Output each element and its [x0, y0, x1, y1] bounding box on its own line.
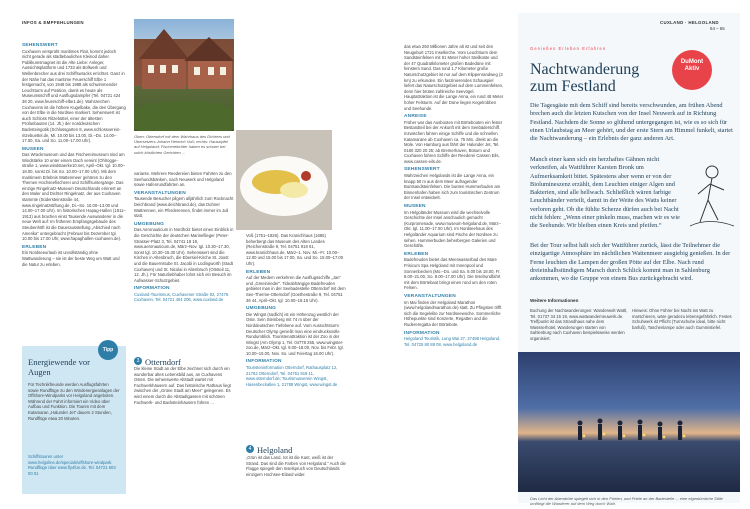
section-heading: ERLEBEN — [22, 244, 47, 250]
section-heading: MUSEEN — [22, 146, 44, 152]
houses-illustration — [134, 19, 234, 131]
section-text: Im Helgoländer Museum wird die wechselvolle Geschichte der Insel anschaulich gemacht (Kurpromenade, www.museum-helgoland.de, März–Okt. tgl. 11.00–17.00 Uhr). Im Nordseehaus des Helgoländer Aquarium sind Fische der Nordsee zu sehen. Hummerbuden beherbergen Galerien und Geschäfte. — [404, 209, 501, 249]
section-text: Touristeninformation Otterndorf, Rathausplatz 12, 21762 Otterndorf, Tel. 04751 919 11, www.otterndorf.de; Tourismusverein Wingst, Hasenbeckallee 1, 21789 Wingst, www.wingst.de — [246, 365, 338, 387]
section-text: Badefreuden bietet das Meerwasserbad des Mare Frisicum Spa Helgoland mit Innenpool und Sonnenbecken (Mo.–Do. und Sa. 8.00 bis 18.00, Fr. 8.00–21.00, So. 8.00–17.00 Uhr). Die Inselrundfahrt mit dem Börtebaot bringt einen rund um den roten Felsen. — [404, 257, 501, 291]
section-heading: UMGEBUNG — [246, 306, 277, 312]
tip-text: Für Technikfreunde werden Ausflugsfahrten sowie Rundflüge zu den Windenergieanlagen der Offshore-Windparks vor Helgoland angeboten. Während der Fahrt informiert ein Video über Aufbau und Funktion. Die Touren mit dem Katamaran „Halunder Jet“ dauern 2 Stunden, Rundflüge etwa 20 Minuten. — [28, 382, 120, 421]
section-text: Die Wingst (südlich) ist ein Höhenzug westlich der Oste. Sein Steinberg mit 74 m über der Norddeutschen Tiefebene auf. Vom Aussichtsturm Deutscher Olymp genießt man eine eindrucksvolle Rundumblick. Touristenattraktion ist der Zoo in der Wingst (Am Olymp 1, Tel. 04778 255, www.wingster-zoo.de, März–Okt. tgl. 9.00–18.00, Nov. bis Febr. tgl. 10.00–16.00, Nov. So. und Feiertag 16.00 Uhr). — [246, 311, 344, 356]
aktiv-paragraph-2: Manch einer kann sich ein herzhaftes Gähnen nicht verkneifen, als Wattführer Karsten Bronk um Aufmerksamkeit bittet. Spätestens aber wenn er von der Biolumineszenz erzählt, dem Leuchten einiger Algen und Bakterien, sind alle hellwach. Schließlich wären farbige Leuchtbänder verteilt, damit in der Weite des Watts keiner verloren geht. Ob die fühlte Scherze dürfen auch bei Nacht nicht fehlen: „Wenn einer pinkeln muss, machen wir es wie die Seehunde. Wir bleiben einen Kreis und pfeifen.“ — [530, 156, 680, 230]
column-1 — [22, 40, 126, 340]
section-text: Ein Nordseeurlaub ist unvollständig ohne Wattwanderung – sie ist der beste Weg um Watt und die Natur zu erleben. — [22, 250, 120, 267]
section-heading: INFORMATION — [246, 359, 282, 365]
section-text: Cuxland-Tourismus, Cuxhavener Straße 92, 27476 Cuxhaven, Tel. 04721 404 206, www.cuxland.de — [134, 291, 229, 303]
page-number: 64 – 65 — [710, 26, 725, 31]
section-text: Wahrzeichen Helgolands ist die Lange Anna, ein knapp 50 m aus dem Meer aufragender Buntsandsteinfelsen. Die bunten Hummerbuden am Binnenhafen haben sich zum touristischen Zentrum der Insel entwickelt. — [404, 173, 501, 201]
section-text: Cuxhaven versprüht maritimes Flair, kommt jedoch nicht gerade als städtebauliches Kleinod daher. Publikumsmagnet ist die Alte Liebe: Anleger, Aussichtsplattform und 1733 als Bollwerk und Wellenbrecher aus drei Schiffswracks errichtet. Ganz in der Nähe hat das maritime Feuerschiff Elbe 1 festgemacht, von 1948 bis 1988 als schwimmender Leuchtturm auf Position, damit es heute als Museumsschiff und Ausflugsdampfer (Tel. 04721 424 38 20, www.feuerschiff-elbe1.de). Wahrzeichen Cuxhavens ist die höhere Kugelbake, die den Übergang von der Elbe in die Nordsee markiert. Sehenswert ist auch Schloss Ritzebüttel, einer der ältesten Profanbauten (14. Jh.) der norddeutschen Backsteingotik (Schlossgarten 8, www.schlossverein-ritzebuettel.de, Mi. 10.00 bis 13.00, Di.–Do. 14.00–17.00, Sa. und So. 11.00–17.00 Uhr). — [22, 48, 126, 144]
section-heading: ERLEBEN — [246, 269, 271, 275]
section-text: Im Mai finden der Helgoland Marathon (www.helgolandmarathon.de) statt. Zu Pfingsten trifft sich die Segelelite zur Nordseewoche. Sommerliche Höhepunkte sind Konzerte, Regatten und die Rudereregatta der Börtebote. — [404, 299, 502, 327]
aktiv-subline: Genießen Erleben Erfahren — [530, 46, 607, 51]
section-text: Helgoland Touristik, Lung Wai 27, 27498 Helgoland, Tel. 04725 80 88 08, www.helgoland.de — [404, 336, 501, 347]
section-text: Voß (1751–1826). Das Kranichhaus (1685) beherbergt das Museum des Alten Landes (Reichenstraße 9, Tel. 04751 919 61, www.kranichhaus.de, März–1. Nov. Mi.–Fr. 10.00–12.00 und 15.00 bis 17.00, Sa. und So. 15.00–17.00 Uhr). — [246, 233, 344, 266]
hikers-silhouette-illustration — [518, 352, 740, 492]
tip-title: Energiewende vor Augen — [28, 357, 90, 377]
section-heading: ERLEBEN — [404, 251, 429, 257]
section-heading: SEHENSWERT — [404, 167, 440, 173]
aktiv-lead: Die Tagesgäste mit dem Schiff sind bereits verschwunden, am frühen Abend brechen auch die letzten Kutschen von der Insel Neuwerk auf in Richtung Festland. Nachdem die Sonne so glühend untergegangen ist, wie es so sich für einen Urlaubstag an Meer gehört, und der erste Stern am Himmel funkelt, startet die Nachtwanderung – ein Erlebnis der ganz anderen Art. — [530, 102, 733, 143]
section-heading: INFORMATION — [134, 286, 170, 292]
section-text: Das Wrackmuseum und das Fischereimuseum sind am Windstärke 10 unter einem Dach vereint (Ohlrogge-straße 1, www.windstaerke10.net, April–Okt. tgl. 10.00–18.00, sonst Di. bis So. 10.00–17.00 Uhr). Mit dem maritimem Erlebnis Wattenmeer gehören zu den Themen Hochseefischerei und Schiffsuntergänge. Das einzige Ringelnatz-Museum Deutschlands erinnert an den Maler und Dichter Ringelnatz, der aus Cuxhaven stammte (Südersteinstraße 44, www.ringelnatzstiftung.de, Di.–So. 10.00–13.00 und 14.00–17.00 Uhr). Im historischen Hapag-Hallen (1911–1913) aus brachen einst Tausende Auswanderer in die neue Welt auf: Im früheren Empfangsgebäude des Steubenhöft ist die Dauerausstellung „Abschied nach Amerika“ untergebracht (Februar bis Dezember tgl. 10.00 bis 17.00 Uhr, www.hapaghallen-cuxhaven.de). — [22, 152, 126, 242]
badge-line-1: DuMont — [680, 59, 704, 65]
section-text: Das Aeronauticum in Nordholz bietet einen Einblick in die Geschichte der deutschen Marineflieger (Peter-Strasser-Platz 3, Tel. 04741 18 19, www.aeronauticum.de, März–Nov. tgl. 10.30–17.30, sonst tgl. 10.30–15.30 Uhr). Sehenswert sind die Kirchen in Altenbruch, die Ebersiel-Kirche St. Joost und die Bauernstube St. Jacobi in Lüdingworth (Stadt Cuxhaven) und St. Nicolai in Altenbruch (Ortsteil 11, 12. Jh.). Für Naturliebhaber lohnt sich ein Besuch im Aufwasser-Schutzgebiet. — [134, 227, 234, 283]
helgoland-text: „Grün ist das Land, rot ist die Kant, weiß ist der Strand. Das sind die Farben von Helgoland.“ Auch die Flagge spiegelt den Inselspruch von Deutschlands einzigem Hochsee-Eiland wider. — [246, 455, 346, 477]
food-photo — [236, 130, 332, 230]
info-heading: Weitere Informationen — [530, 298, 579, 303]
photo-caption: Oben: Otterndorf mit dem Wahrhaus des Dichters und Übersetzers Johann Heinrich Voß; rechts: Hauszipfel auf Helgoland; Fischereibröter haben es schwer bei solch köstlichen Gerichten ... — [134, 134, 230, 155]
tip-info: Schiffstouren unter www.helgoline.de/specials/offshore-windpark. Rundflüge über www.fly4fun.de, Tel. 04721 603 00 01 — [28, 454, 116, 476]
column-2 — [134, 171, 234, 321]
badge-line-2: Aktiv — [684, 66, 700, 72]
section-text: das etwa 250 Millionen Jahre alt ist und seit den Neugeburt 1721 Inselkirche. Vom Leuchtturm dem Sandsteinfelsen mit 61 Meter hoher Steilküste und der 47 Quadratkilometer großen Badedüne mit feinstem Sand. Das rund 1,7 Kilometer große Naturschutzgebiet ist nur auf dem Klippenrandweg (3 km) zu erkunden. Ein faszinierendes Schauspiel liefert das Naturschutzgebiet auf dem Lummenfelsen, denn hier brüten zahlreiche Seevögel. Hauptattraktion ist die Lange Anna, ein rund 48 Meter hoher Felsturm. Auf der Düne liegen Kegelrobben und Seehunde. — [404, 44, 504, 111]
column-3 — [246, 233, 346, 428]
section-text: Tausende Besucher pilgern alljährlich zum Rocknacht Deichbrand (www.deichbrand.de), das Duhner Wattrennen, ein Pferderennen, findet immer im Juli statt. — [134, 196, 234, 219]
section-text: Auf der Medem verkehren die Ausflugsschiffe „Jan“ und „Gmeinrieder“. Tideabhängige Badefreuden gebietet man in der Seebadestelle Otterndorf mit dem See-Therme-Otterndorf (Goethestraße 9, Tel. 04751 36 44, April–Okt. tgl. 10.00–18.15 Uhr). — [246, 275, 346, 303]
right-page-header: CUXLAND · HELGOLAND — [660, 20, 719, 25]
info-right: Hinweis: Ohne Führer bei Nacht ins Watt zu marschieren, wäre geradezu lebensgefährlich. Festes Schuhwerk ist Pflicht (Turnschuhe ideal, bitte nicht barfuß), Taschenlampe oder auch Gummistiefel. — [632, 308, 732, 330]
section-heading: INFORMATION — [404, 330, 440, 336]
section-heading: VERANSTALTUNGEN — [134, 190, 186, 196]
otterndorf-text: Die kleine Stadt an der Elbe zeichnet sich durch ein wunderbar altes Lebensbild aus, an Cuxhavens Osten. Die sehenswerte Altstadt wartet mit Fachwerkhäusern auf. Das historische Rathaus liegt zwischen der „Grüne Stadt am Meer“ gelegenen. Es wird einem durch die Altstadtgassen mit schönen Fachwerk- und Backsteinhäusern führen ... — [134, 366, 231, 405]
column-4 — [404, 44, 504, 500]
section-text: variante. Mehrere Reedereien bieten Fahrten zu den Seehundsbänken, nach Neuwerk und Helgoland sowie Hafenrundfahrten an. — [134, 171, 232, 188]
section-heading: UMGEBUNG — [134, 221, 165, 227]
otterndorf-photo — [134, 19, 234, 131]
tip-badge: Tipp — [98, 340, 118, 360]
section-heading: VERANSTALTUNGEN — [404, 293, 456, 299]
watt-night-photo — [518, 352, 740, 492]
food-illustration — [236, 130, 332, 230]
section-number: 4 — [246, 445, 254, 453]
left-page-header: INFOS & EMPFEHLUNGEN — [22, 20, 84, 25]
section-heading: ANREISE — [404, 114, 427, 120]
section-title: Helgoland — [257, 445, 293, 455]
section-heading: MUSEEN — [404, 204, 426, 210]
aktiv-title: Nachtwanderung zum Festland — [530, 61, 640, 95]
section-heading: SEHENSWERT — [22, 43, 58, 48]
tip-box — [22, 346, 126, 494]
section-number: 3 — [134, 357, 142, 365]
info-left: Buchung der Nachtwanderungen: Wanderwelt Wattl, Tel. 01737 34 15 19, www.wattwanderneuwerk.de. Treffpunkt ist das Strandhaus nahe dem Wassserhotel, Wanderungen starten von Sahlenburg nach Cuxhaven beispielsweise werden organisiert. — [530, 308, 628, 341]
section-title: Otterndorf — [145, 357, 181, 367]
hiker-sketch-icon — [682, 160, 738, 230]
night-photo-caption: Das Licht der Abendröte spiegelt sich in den Prielen, und Priele an der Badestelle ... eine eigentümliche Stille umfängt die Wanderer auf dem Weg durch Watt. — [530, 496, 723, 507]
dumont-aktiv-badge — [672, 50, 712, 90]
aktiv-paragraph-3: Bei der Tour selbst hält sich der Wattführer zurück, lässt die Teilnehmer die einzigartige Atmosphäre im nächtlichen Wattenmeer ausgiebig genießen. In der Ferne leuchten die Lampen der großen Pötte auf der Elbe. Nach rund dreieinhalbstündigem Marsch durch Schlick kommt man in Sahlenburg ankommen, wo die Gruppe von einem Bus zurückgebracht wird. — [530, 242, 731, 283]
section-text: Früher war das Ausbooten mit Börtebooten ein fester Bestandteil bei der Ankunft mit dem Seebäderschiff. Inzwischen fahren einige Schiffe und die schnellen Katamarane ab Cuxhaven ca. 75 Min. direkt an die Mole. Von Hamburg aus fährt der Halunder Jet, Tel. 0180 320 20 25; ab Bremerhaven, Büsum und Cuxhaven fahren Schiffe der Reederei Cassen Eils, www.cassen-eils.de. — [404, 119, 503, 164]
